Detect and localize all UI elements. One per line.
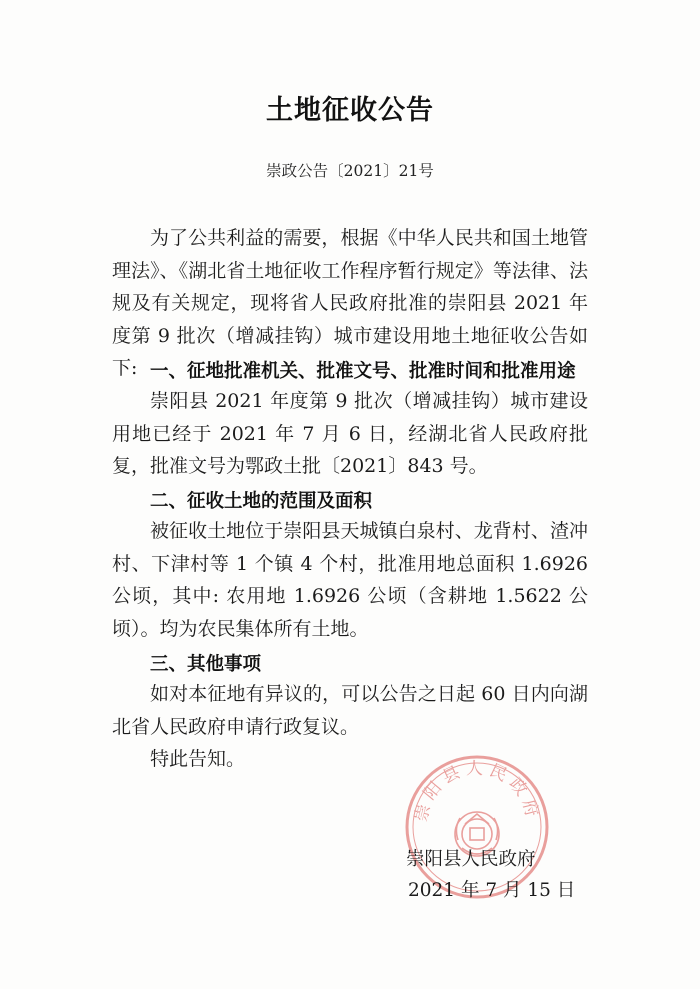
notice-title: 土地征收公告 [266,95,434,126]
section2-paragraph: 被征收土地位于崇阳县天城镇白泉村、龙背村、渣冲村、下津村等 1 个镇 4 个村，批准用地总面积 1.6926 公顷，其中: 农用地 1.6926 公顷（含耕地 1.5622 公顷）。均为农民集体所有土地。 [112,520,588,640]
section1-heading: 一、征地批准机关、批准文号、批准时间和批准用途 [150,361,576,382]
section3-heading: 三、其他事项 [150,654,262,675]
svg-text:崇阳县人民政府: 崇阳县人民政府 [411,759,543,824]
section1-paragraph: 崇阳县 2021 年度第 9 批次（增减挂钩）城市建设用地已经于 2021 年 7 月 6 日，经湖北省人民政府批复，批准文号为鄂政土批〔2021〕843 号。 [112,390,588,477]
issuer-name: 崇阳县人民政府 [406,849,536,870]
document-number: 崇政公告〔2021〕21号 [266,162,434,180]
section2-heading: 二、征收土地的范围及面积 [150,491,373,512]
intro-paragraph: 为了公共利益的需要，根据《中华人民共和国土地管理法》、《湖北省土地征收工作程序暂行规定》等法律、法规及有关规定，现将省人民政府批准的崇阳县 2021 年度第 9 批次（增减挂钩）城市建设用地土地征收公告如下: [112,227,588,379]
closing-line: 特此告知。 [150,748,246,770]
section3-paragraph: 如对本征地有异议的，可以公告之日起 60 日内向湖北省人民政府申请行政复议。 [112,683,588,738]
issue-date: 2021 年 7 月 15 日 [408,880,576,901]
